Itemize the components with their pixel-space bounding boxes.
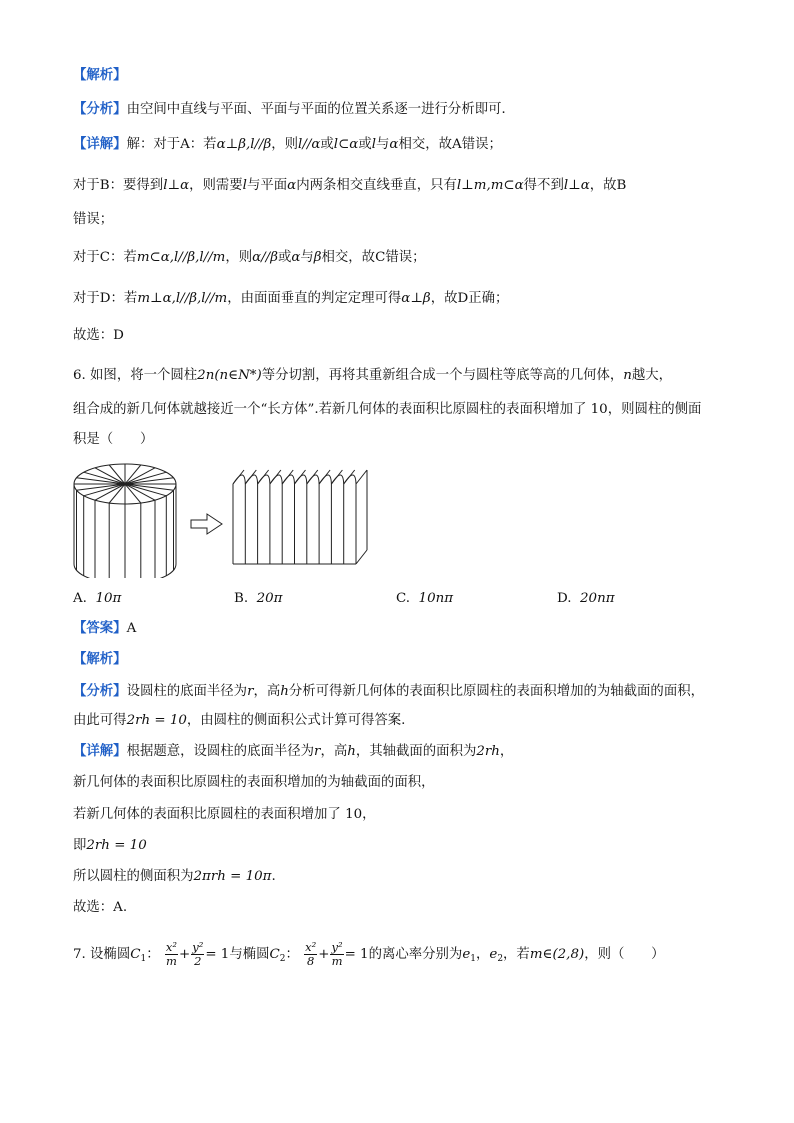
text: 与 [376, 137, 390, 152]
value: 10nπ [418, 591, 454, 606]
math: l⊥m,m⊂α [456, 178, 524, 193]
math: l⊥α [163, 178, 190, 193]
value: 10π [95, 591, 122, 606]
text: 越大， [631, 368, 673, 383]
sector-line [77, 478, 126, 484]
text: ，高 [253, 684, 281, 699]
q6-detail-line3: 若新几何体的表面积比原圆柱的表面积增加了 10， [73, 807, 376, 822]
math: α [287, 178, 297, 193]
text: 所以圆柱的侧面积为 [73, 869, 194, 884]
q5-choice: 故选：D [73, 328, 124, 343]
text: ，则 [271, 137, 299, 152]
numerator: x² [305, 940, 317, 954]
math: l⊂α [333, 137, 359, 152]
sector-line [125, 484, 155, 500]
math: m⊥α,l//β,l//m [137, 291, 228, 306]
math: α [389, 137, 399, 152]
subscript: 1 [140, 954, 147, 964]
label: C. [396, 591, 411, 606]
q6-detail-line1 [73, 742, 513, 762]
sector-line [109, 465, 125, 484]
text: 由此可得 [73, 713, 127, 728]
label: B. [234, 591, 249, 606]
q5-option-b-line [73, 176, 626, 196]
text: + [178, 947, 191, 962]
denominator: m [165, 954, 177, 968]
text: 7. 设椭圆 [73, 947, 131, 962]
text: ，则需要 [189, 178, 243, 193]
q6-detail-line2: 新几何体的表面积比原圆柱的表面积增加的为轴截面的面积， [73, 775, 435, 790]
sector-line [84, 484, 125, 496]
text: = 1 [344, 947, 369, 962]
math: α⊥β,l//β [216, 137, 272, 152]
cylinder-figure [70, 458, 370, 578]
q5-option-b-line2: 错误； [73, 212, 114, 227]
subscript: 1 [470, 954, 476, 964]
daan-tag: 【答案】 [73, 621, 127, 636]
text: ，高 [320, 744, 348, 759]
box-slice-edge [270, 470, 281, 484]
option-b [234, 589, 282, 609]
option-c [396, 589, 453, 609]
fraction [304, 941, 317, 968]
math: 2rh = 10 [86, 838, 147, 853]
numerator: y² [192, 940, 204, 954]
numerator: x² [165, 940, 177, 954]
denominator: 2 [194, 954, 202, 968]
text: ： [146, 947, 160, 962]
box-slice-edge [245, 470, 256, 484]
q5-analysis-text: 由空间中直线与平面、平面与平面的位置关系逐一进行分析即可． [126, 102, 515, 117]
text: ，故B [589, 178, 627, 193]
q6-stem-line1 [73, 366, 672, 386]
text: 或 [320, 137, 334, 152]
text: 内两条相交直线垂直，只有 [296, 178, 457, 193]
text: ，由圆柱的侧面积公式计算可得答案. [186, 713, 406, 728]
text: 对于C：若 [73, 250, 137, 265]
text: 即 [73, 838, 87, 853]
option-a [73, 589, 121, 609]
label: A. [73, 591, 87, 606]
text: ： [285, 947, 299, 962]
text: + [318, 947, 330, 962]
text: 对于B：要得到 [73, 178, 164, 193]
label: D. [557, 591, 572, 606]
text: 得不到 [523, 178, 564, 193]
text: ，故D正确； [430, 291, 509, 306]
sector-line [125, 484, 174, 490]
math: C [130, 947, 141, 962]
fraction [191, 941, 204, 968]
text: 分析可得新几何体的表面积比原圆柱的表面积增加的为轴截面的面积， [288, 684, 704, 699]
box-edge [356, 550, 367, 564]
box-slice-edge [282, 470, 293, 484]
q6-detail-line4 [73, 836, 147, 856]
text: 根据题意，设圆柱的底面半径为 [126, 744, 315, 759]
sector-line [125, 472, 166, 484]
math: C [269, 947, 280, 962]
math: l [242, 178, 247, 193]
math: 2n(n∈N*) [197, 368, 262, 383]
q5-option-c-line [73, 248, 426, 268]
box-slice-edge [258, 470, 269, 484]
text: = 1 [205, 947, 230, 962]
math: h [280, 684, 289, 699]
xiangjie-tag: 【详解】 [73, 137, 127, 152]
value: 20nπ [580, 591, 615, 606]
sector-line [95, 484, 125, 500]
math: l⊥α [563, 178, 590, 193]
q7-stem-line [73, 935, 665, 979]
math: e [489, 947, 498, 962]
text: 对于D：若 [73, 291, 138, 306]
sector-line [109, 484, 125, 503]
subscript: 2 [497, 954, 504, 964]
sector-line [125, 484, 141, 503]
math: l [371, 137, 377, 152]
math: h [347, 744, 356, 759]
fenxi-tag-2: 【分析】 [73, 684, 127, 699]
box-slice-edge [307, 470, 318, 484]
arrow-icon [191, 514, 222, 534]
q5-option-a-line [73, 135, 502, 155]
denominator: m [331, 954, 343, 968]
q5-option-d-line [73, 289, 508, 309]
jiexi-tag-2: 【解析】 [73, 652, 127, 667]
sector-line [125, 468, 155, 484]
math: 2πrh = 10π [193, 869, 272, 884]
q6-detail-line5 [73, 867, 276, 887]
q6-answer: A [126, 621, 137, 636]
math: e [462, 947, 471, 962]
sector-line [77, 484, 126, 490]
text: 解：对于A：若 [126, 137, 217, 152]
box-slice-edge [331, 470, 342, 484]
text: 的离心率分别为 [368, 947, 463, 962]
jiexi-tag: 【解析】 [73, 68, 127, 83]
math: m∈(2,8) [529, 947, 585, 962]
math: α⊥β [401, 291, 431, 306]
text: 与平面 [246, 178, 288, 193]
text: ， [475, 947, 490, 962]
text: ，则 [225, 250, 253, 265]
math: m⊂α,l//β,l//m [136, 250, 226, 265]
text: . [271, 869, 276, 884]
box-slice-edge [233, 470, 244, 484]
q6-stem-line3: 积是（ ） [73, 432, 154, 447]
denominator: 8 [307, 954, 315, 968]
q6-analysis-line1 [73, 682, 704, 702]
math: 2rh = 10 [126, 713, 187, 728]
text: ，其轴截面的面积为 [355, 744, 477, 759]
math: r [247, 684, 254, 699]
xiangjie-tag-2: 【详解】 [73, 744, 127, 759]
text: 与 [300, 250, 314, 265]
math: r [314, 744, 321, 759]
box-slice-edge [344, 470, 355, 484]
math: 2rh [476, 744, 500, 759]
box-slice-edge [295, 470, 306, 484]
box-slice-edge [319, 470, 330, 484]
text: 6. 如图，将一个圆柱 [73, 368, 198, 383]
text: ，由面面垂直的判定定理可得 [227, 291, 402, 306]
numerator: y² [331, 940, 343, 954]
text: ，若 [503, 947, 530, 962]
fraction [165, 941, 178, 968]
q6-choice: 故选：A. [73, 900, 128, 915]
text: 或 [277, 250, 292, 265]
sector-line [95, 468, 125, 484]
q6-answer-line [73, 619, 136, 639]
text: 或 [358, 137, 372, 152]
box-edge [356, 470, 367, 484]
math: l//α [298, 137, 321, 152]
text: 设圆柱的底面半径为 [126, 684, 248, 699]
text: 与椭圆 [229, 947, 270, 962]
math: n [623, 368, 632, 383]
subscript: 2 [279, 954, 286, 964]
q5-analysis-line [73, 100, 515, 120]
q6-analysis-line2 [73, 711, 405, 731]
sector-line [125, 484, 166, 496]
fraction [330, 941, 343, 968]
value: 20π [256, 591, 283, 606]
sector-line [84, 472, 125, 484]
text: ， [499, 744, 514, 759]
sector-line [125, 465, 141, 484]
math: α//β [252, 250, 278, 265]
text: ，则（ ） [584, 947, 665, 962]
text: 相交，故A错误； [398, 137, 502, 152]
sector-line [125, 478, 174, 484]
text: 等分切割，再将其重新组合成一个与圆柱等底等高的几何体， [261, 368, 624, 383]
math: β [313, 250, 322, 265]
fenxi-tag: 【分析】 [73, 102, 127, 117]
text: 相交，故C错误； [321, 250, 426, 265]
option-d [557, 589, 615, 609]
q6-stem-line2: 组合成的新几何体就越接近一个“长方体”.若新几何体的表面积比原圆柱的表面积增加了 10，则圆柱的侧面 [73, 402, 702, 417]
math: α [291, 250, 301, 265]
